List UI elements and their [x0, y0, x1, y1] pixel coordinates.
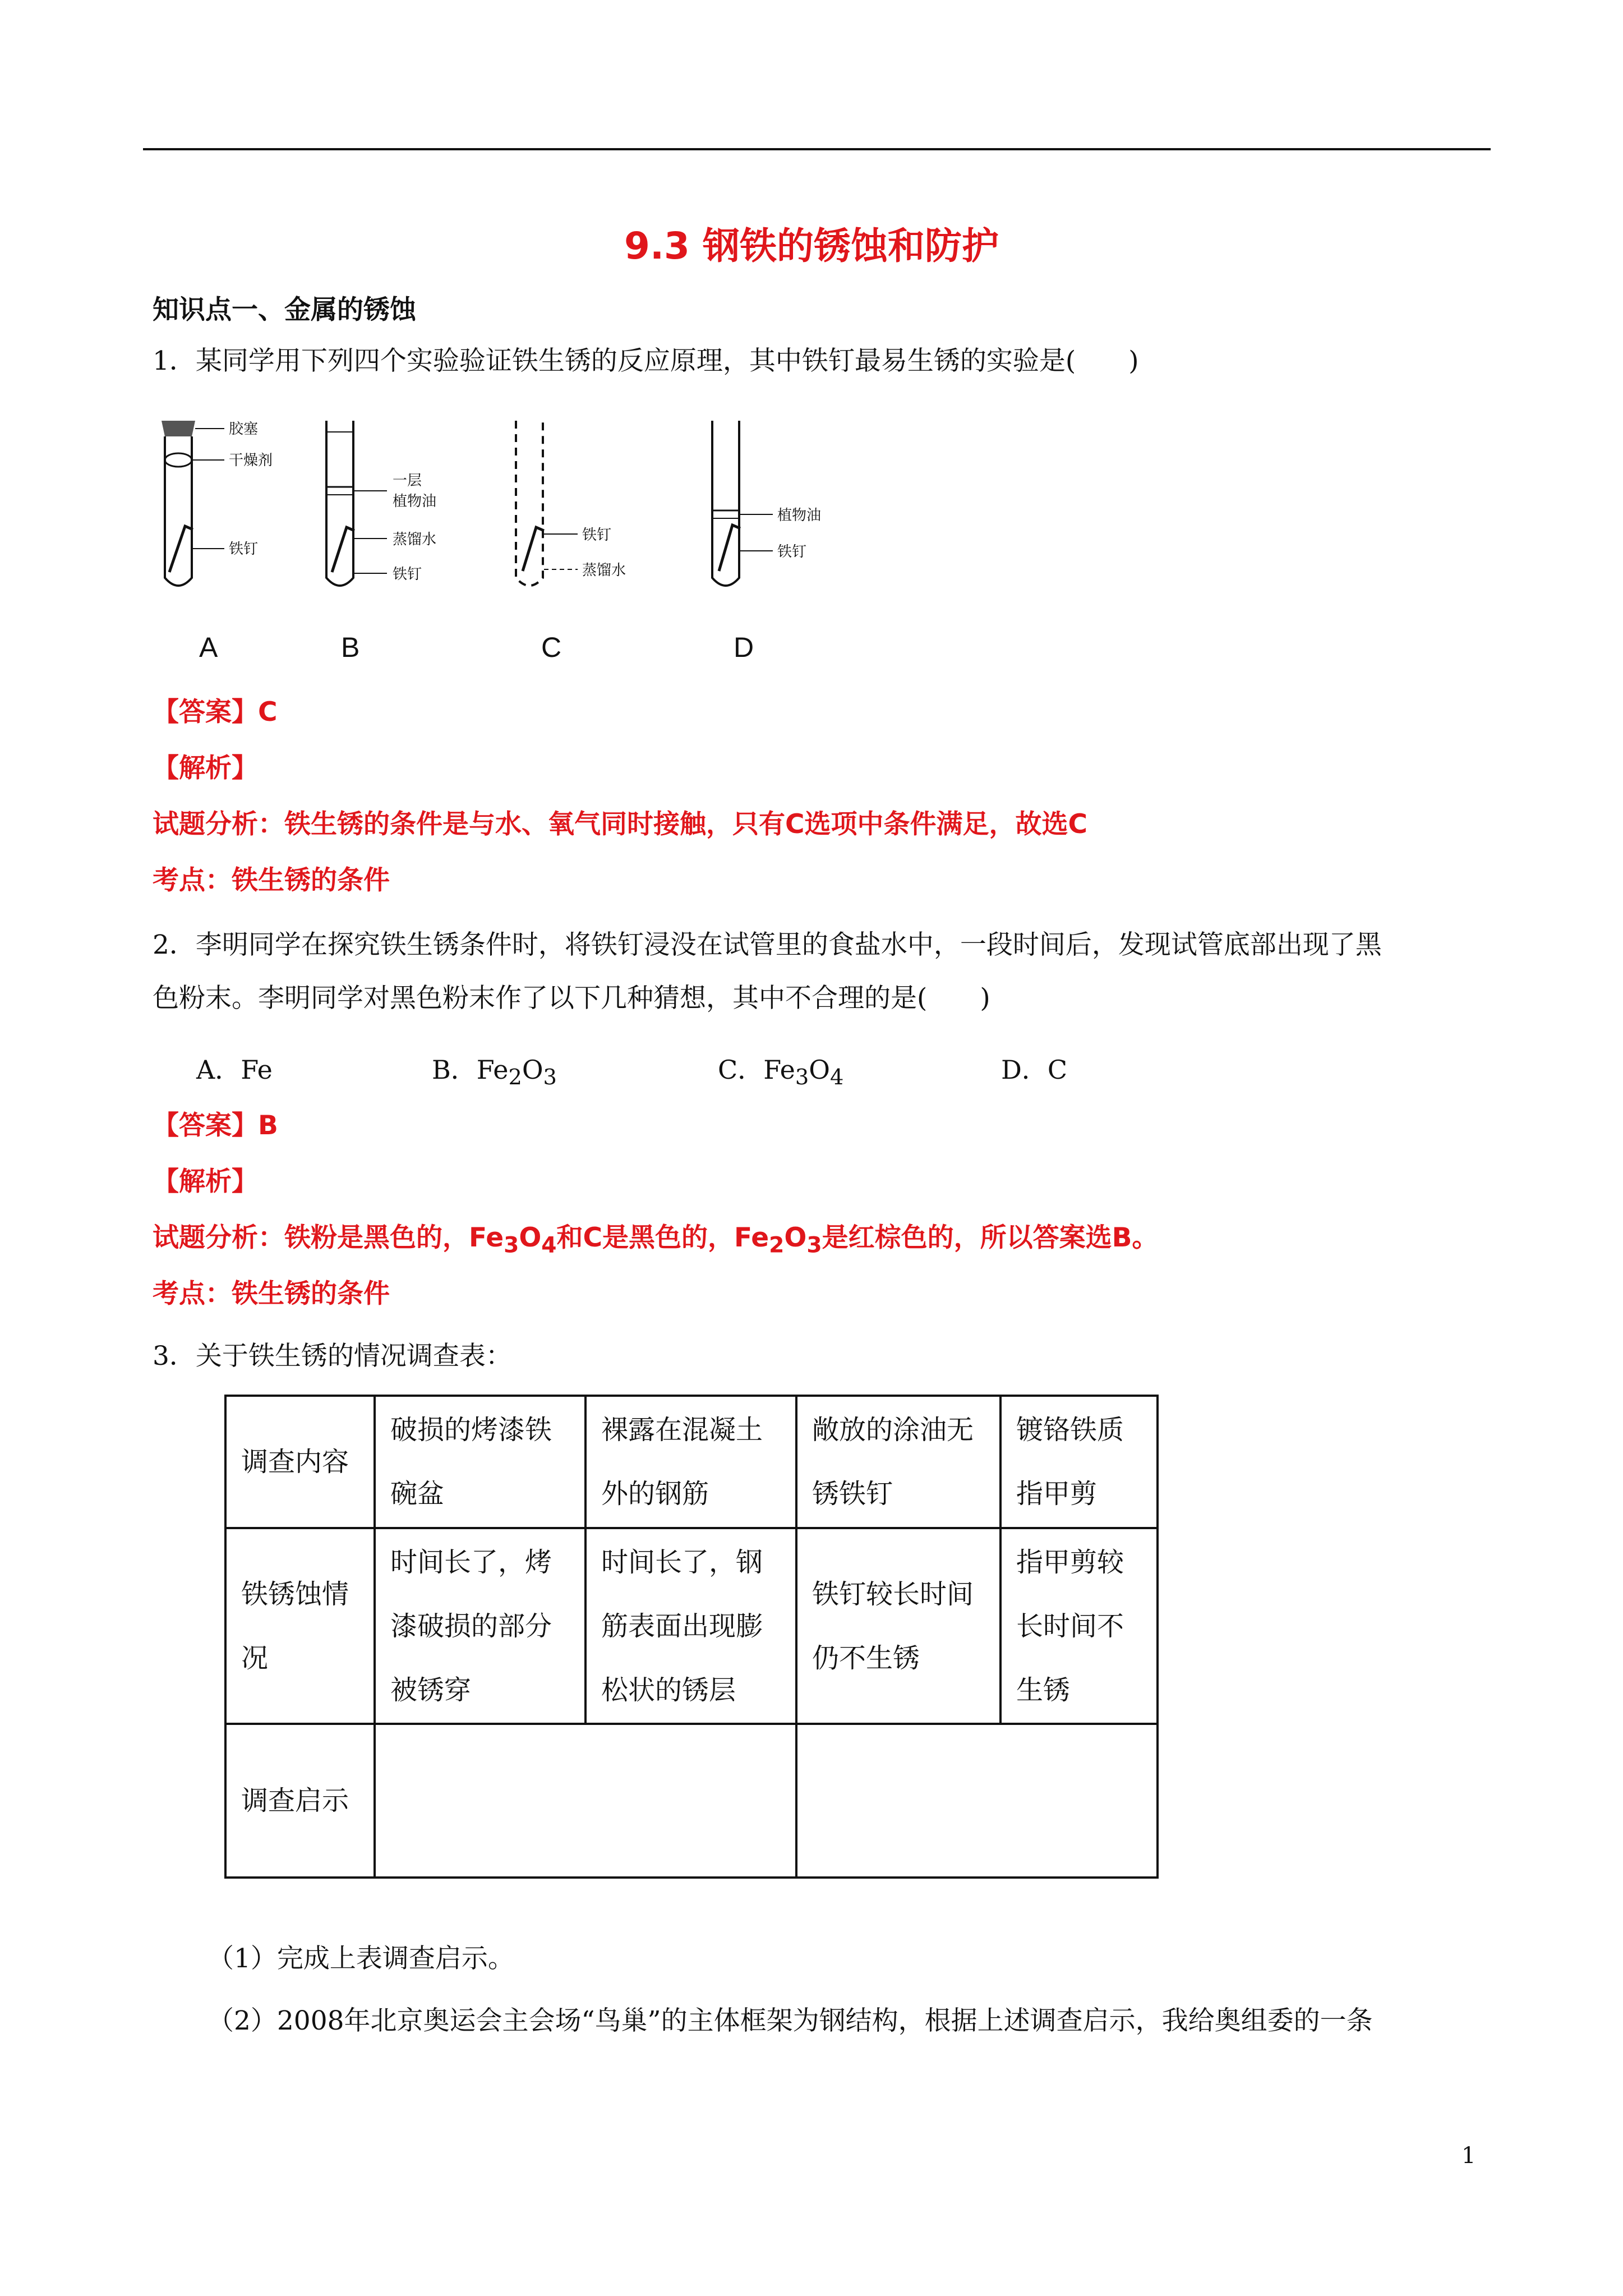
tube-b: [326, 421, 436, 586]
tube-d: [712, 421, 821, 586]
page-number: 1: [1461, 2143, 1476, 2169]
table-row: [225, 1396, 1158, 1528]
insight-answer-cell-1[interactable]: [375, 1724, 796, 1878]
insight-answer-cell-2[interactable]: [796, 1724, 1158, 1878]
header-rule: [143, 148, 1491, 150]
table-cell: 指甲剪较 长时间不 生锈: [1000, 1528, 1158, 1724]
q2-text-line1: 2．李明同学在探究铁生锈条件时，将铁钉浸没在试管里的食盐水中，一段时间后，发现试管底部出现了黑: [153, 930, 1382, 960]
tube-c-label-nail: 铁钉: [582, 527, 612, 544]
test-tube-diagram: [151, 409, 880, 600]
table-cell: 敞放的涂油无 锈铁钉: [796, 1396, 1000, 1528]
diagram-letter-b: B: [341, 632, 360, 663]
tube-a-label-nail: 铁钉: [229, 541, 259, 558]
rust-survey-table: [224, 1395, 1159, 1879]
q2-text-line2: 色粉末。李明同学对黑色粉末作了以下几种猜想，其中不合理的是( ): [153, 983, 990, 1014]
tube-c-label-water: 蒸馏水: [582, 562, 626, 579]
table-row: [225, 1724, 1158, 1878]
tube-d-label-nail: 铁钉: [777, 544, 807, 560]
row-header-survey-content: 调查内容: [225, 1396, 375, 1528]
tube-b-label-layer: 一层: [393, 472, 422, 489]
q1-point: 考点：铁生锈的条件: [153, 865, 390, 896]
tube-b-label-oil: 植物油: [393, 493, 437, 510]
section-heading: 知识点一、金属的锈蚀: [153, 295, 416, 325]
tube-b-label-water: 蒸馏水: [393, 531, 437, 548]
page-title: 9.3 钢铁的锈蚀和防护: [624, 224, 999, 268]
tube-c: [516, 421, 626, 586]
table-cell: 破损的烤漆铁 碗盆: [375, 1396, 585, 1528]
diagram-letter-c: C: [541, 632, 562, 663]
tube-d-label-oil: 植物油: [777, 507, 822, 524]
row-header-rust-condition: 铁锈蚀情 况: [225, 1528, 375, 1724]
diagram-letter-d: D: [734, 632, 754, 663]
q2-point: 考点：铁生锈的条件: [153, 1278, 390, 1309]
q2-analysis-label: 【解析】: [153, 1166, 258, 1197]
table-cell: 时间长了，钢 筋表面出现膨 松状的锈层: [585, 1528, 796, 1724]
q1-text: 1．某同学用下列四个实验验证铁生锈的反应原理，其中铁钉最易生锈的实验是( ): [153, 346, 1139, 376]
q2-analysis: 试题分析：铁粉是黑色的，$Fe_3O_4$和C是黑色的，$Fe_2O_3$是红棕色的，所以答案选B。: [153, 1222, 1159, 1258]
tube-b-label-nail: 铁钉: [393, 566, 422, 583]
q2-option-c: C．$Fe_3O_4$: [718, 1055, 844, 1091]
q2-option-a: A．Fe: [196, 1055, 273, 1085]
table-row: [225, 1528, 1158, 1724]
tube-a: [162, 421, 273, 586]
q1-analysis-label: 【解析】: [153, 753, 258, 784]
diagram-letter-a: A: [199, 632, 218, 663]
q2-answer: 【答案】B: [153, 1110, 278, 1141]
row-header-survey-insight: 调查启示: [225, 1724, 375, 1878]
q1-analysis: 试题分析：铁生锈的条件是与水、氧气同时接触，只有C选项中条件满足，故选C: [153, 809, 1087, 840]
table-cell: 时间长了，烤 漆破损的部分 被锈穿: [375, 1528, 585, 1724]
tube-a-label-desiccant: 干燥剂: [229, 452, 273, 469]
table-cell: 镀铬铁质 指甲剪: [1000, 1396, 1158, 1528]
table-cell: 裸露在混凝土 外的钢筋: [585, 1396, 796, 1528]
q3-sub2: （2）2008年北京奥运会主会场“鸟巢”的主体框架为钢结构，根据上述调查启示，我给奥组委的一条: [208, 2005, 1373, 2036]
q2-option-d: D．C: [1001, 1055, 1068, 1085]
q3-sub1: （1）完成上表调查启示。: [208, 1943, 514, 1974]
q1-answer: 【答案】C: [153, 697, 278, 728]
q2-option-b: B．$Fe_2O_3$: [432, 1055, 557, 1091]
q3-text: 3．关于铁生锈的情况调查表：: [153, 1341, 512, 1372]
tube-a-label-stopper: 胶塞: [229, 421, 259, 438]
table-cell: 铁钉较长时间 仍不生锈: [796, 1528, 1000, 1724]
